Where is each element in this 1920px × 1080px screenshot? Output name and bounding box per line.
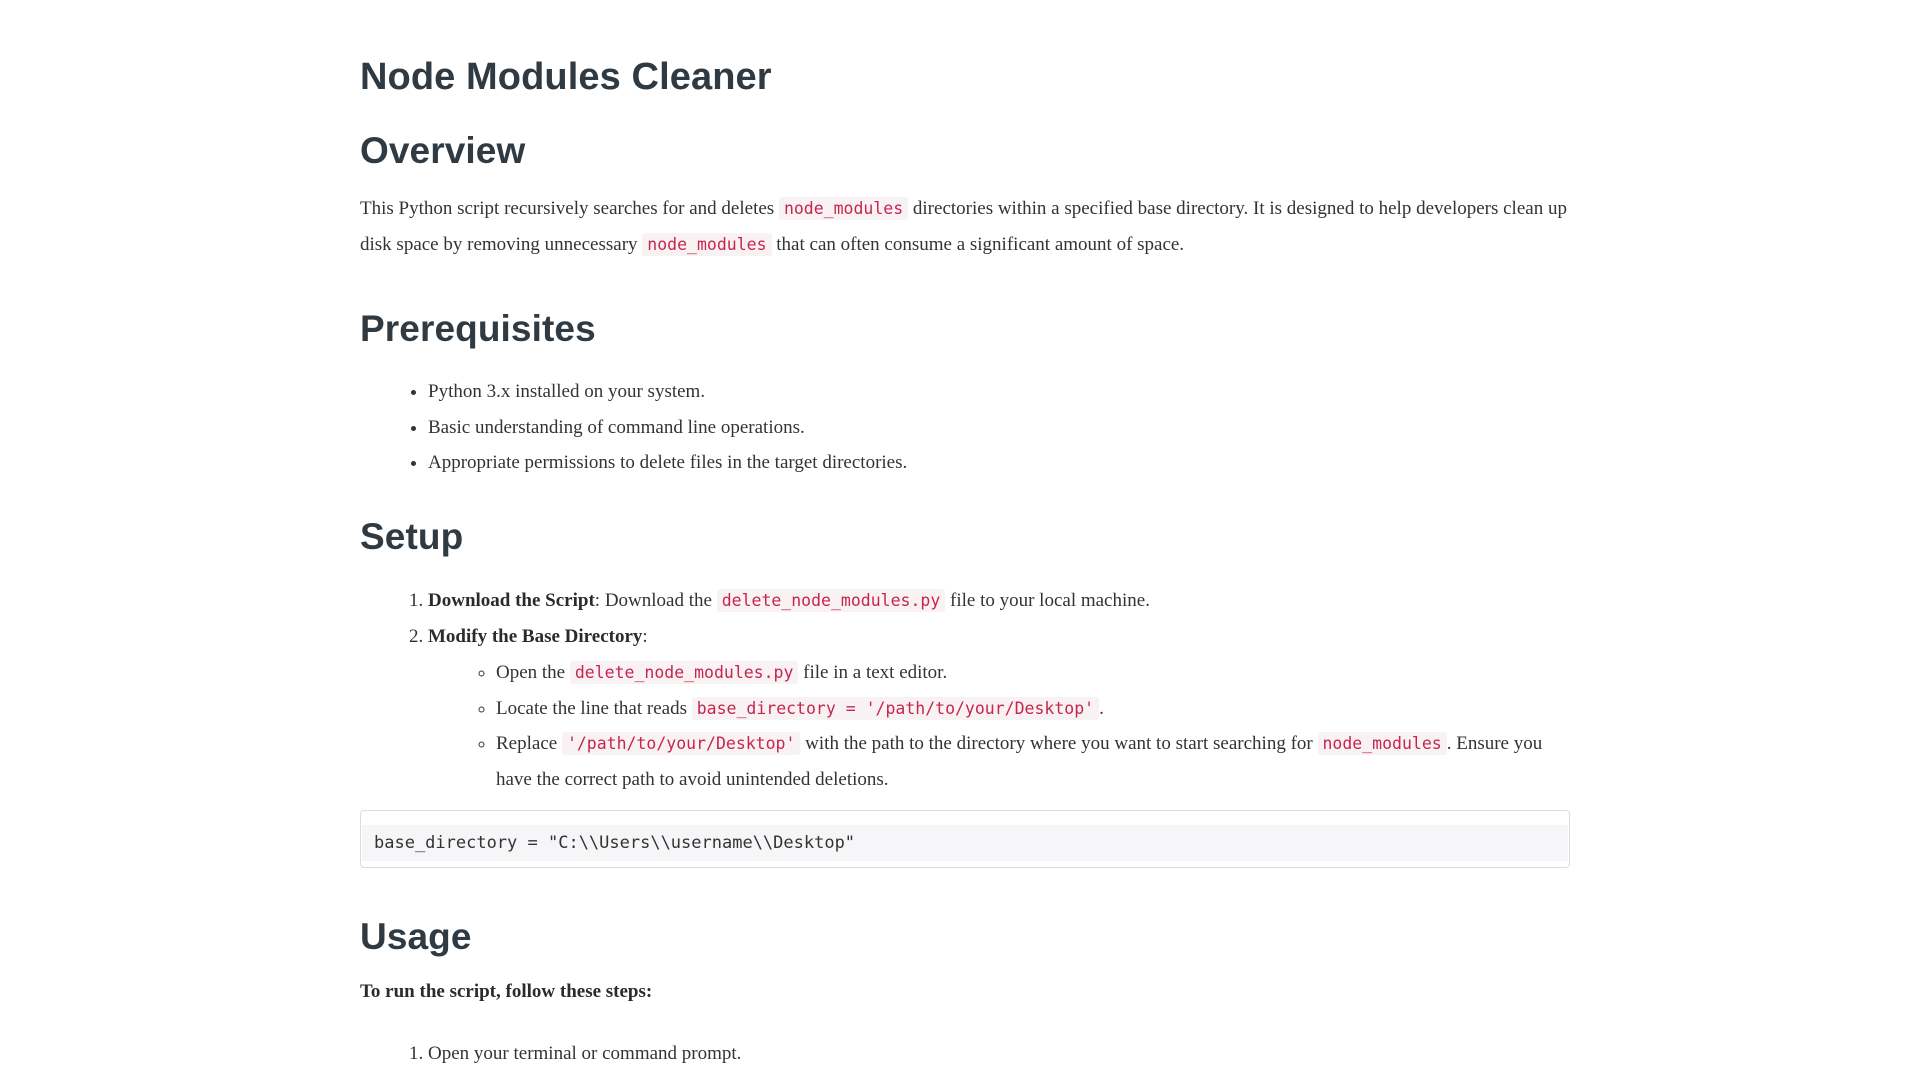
inline-code: node_modules xyxy=(779,197,908,220)
usage-intro: To run the script, follow these steps: xyxy=(360,981,653,1002)
list-item: ◦ Replace '/path/to/your/Desktop' with the path to the directory where you want to start searching for node_modules . Ensure you have the correct path to avoid unintended deletions. xyxy=(496,726,1570,797)
code-block-content: base_directory = "C:\\Users\\username\\Desktop" xyxy=(362,825,1568,861)
inline-code: '/path/to/your/Desktop' xyxy=(562,732,800,755)
list-item: ◦ Open the delete_node_modules.py file in a text editor. xyxy=(496,655,1570,691)
inline-code: base_directory = '/path/to/your/Desktop' xyxy=(692,697,1099,720)
overview-section xyxy=(360,191,1570,262)
inline-code: node_modules xyxy=(1318,732,1447,755)
code-block xyxy=(360,810,1570,868)
list-item: 1. Open your terminal or command prompt. xyxy=(428,1036,1570,1072)
usage-heading: Usage xyxy=(360,916,472,957)
prerequisites-list xyxy=(360,374,1570,481)
inline-code: delete_node_modules.py xyxy=(717,589,946,612)
page-title: Node Modules Cleaner xyxy=(360,56,772,98)
setup-heading: Setup xyxy=(360,516,464,557)
usage-steps xyxy=(360,1036,1570,1072)
overview-heading: Overview xyxy=(360,130,526,171)
list-item: 2. Modify the Base Directory: ◦ Open the delete_node_modules.py file in a text editor. ◦ Locate the line that reads base_directory = '/path/to/your/Desktop' . ◦ Replace '/path/to/your/Desktop' with the path to the directory where you want to start searching for node_modules . Ensure you have the correct path to avoid unintended deletions. xyxy=(428,619,1570,798)
setup-steps xyxy=(360,583,1570,797)
overview-paragraph: This Python script recursively searches for and deletes node_modules directories within a specified base directory. It is designed to help developers clean up disk space by removing unnecessary node_modules that can often consume a significant amount of space. xyxy=(360,198,1567,255)
prerequisites-heading: Prerequisites xyxy=(360,308,596,349)
list-item: ◦ Locate the line that reads base_directory = '/path/to/your/Desktop' . xyxy=(496,691,1570,727)
list-item: • Basic understanding of command line operations. xyxy=(428,410,1570,446)
sub-list xyxy=(428,655,1570,797)
inline-code: node_modules xyxy=(642,233,771,256)
list-item: • Appropriate permissions to delete files in the target directories. xyxy=(428,445,1570,481)
inline-code: delete_node_modules.py xyxy=(570,661,799,684)
list-item: • Python 3.x installed on your system. xyxy=(428,374,1570,410)
list-item: 1. Download the Script: Download the delete_node_modules.py file to your local machine. xyxy=(428,583,1570,619)
